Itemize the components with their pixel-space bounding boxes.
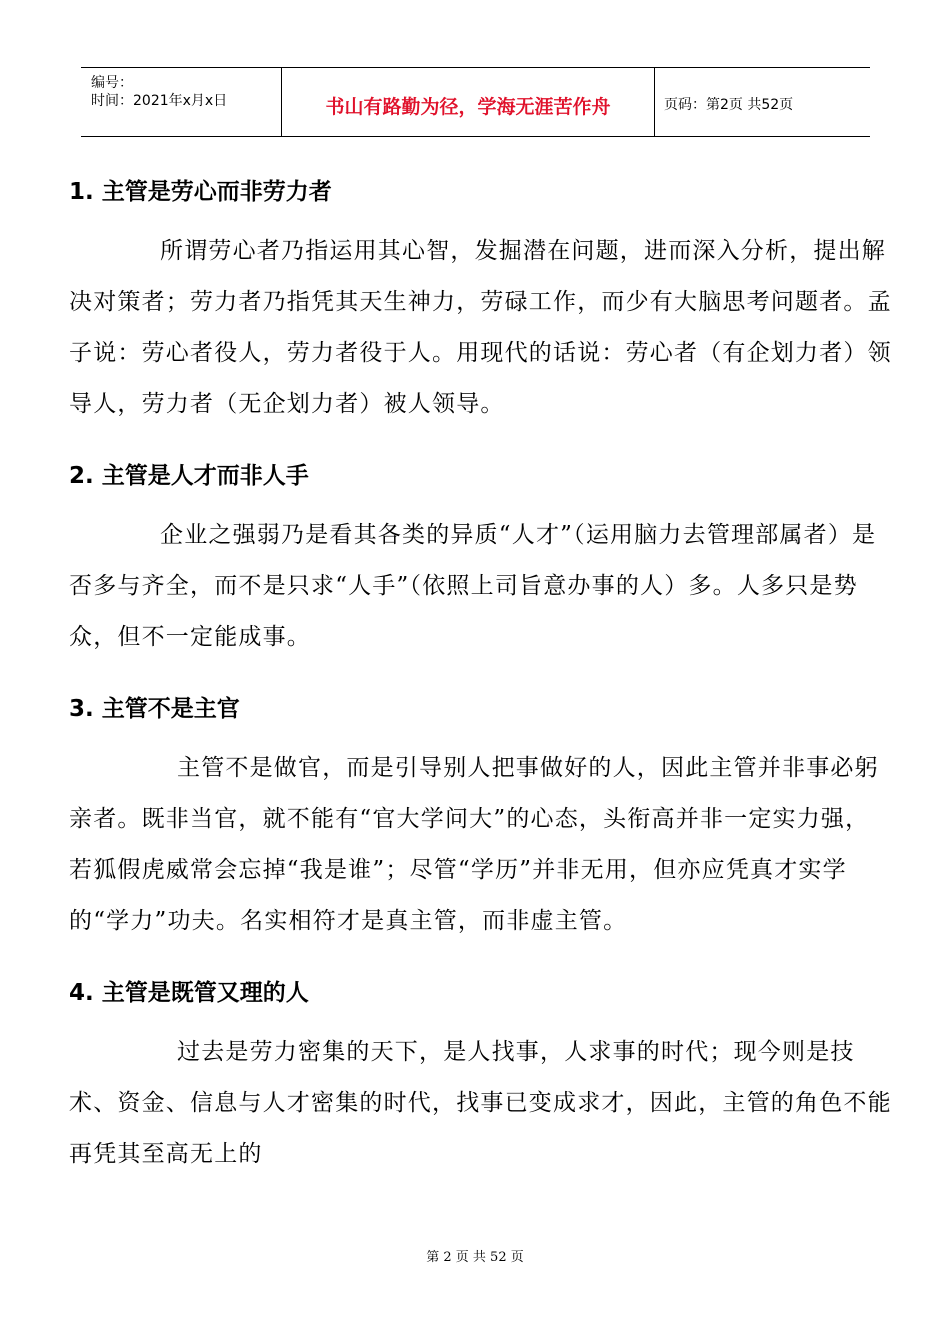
section-heading: 1. 主管是劳心而非劳力者 bbox=[69, 179, 332, 205]
document-header bbox=[81, 67, 870, 137]
section-paragraph: 所谓劳心者乃指运用其心智，发掘潜在问题，进而深入分析，提出解决对策者；劳力者乃指凭其天生神力，劳碌工作，而少有大脑思考问题者。孟子说：劳心者役人，劳力者役于人。用现代的话说：劳心者（有企划力者）领导人，劳力者（无企划力者）被人领导。 bbox=[69, 238, 892, 417]
section-heading: 2. 主管是人才而非人手 bbox=[69, 463, 309, 489]
page-number-label: 页码：第2页 共52页 bbox=[664, 97, 794, 113]
section-2 bbox=[69, 460, 893, 663]
section-1 bbox=[69, 176, 893, 430]
document-body bbox=[69, 176, 893, 1210]
time-label: 时间：2021年x月x日 bbox=[91, 93, 228, 109]
motto-text: 书山有路勤为径，学海无涯苦作舟 bbox=[325, 96, 611, 118]
header-info-cell bbox=[81, 68, 281, 136]
section-paragraph: 企业之强弱乃是看其各类的异质“人才”（运用脑力去管理部属者）是否多与齐全，而不是只求“人手”（依照上司旨意办事的人）多。人多只是势众，但不一定能成事。 bbox=[69, 522, 877, 650]
section-heading: 3. 主管不是主官 bbox=[69, 696, 240, 722]
section-paragraph: 过去是劳力密集的天下，是人找事，人求事的时代；现今则是技术、资金、信息与人才密集的时代，找事已变成求才，因此，主管的角色不能再凭其至高无上的 bbox=[69, 1039, 892, 1167]
section-4 bbox=[69, 977, 893, 1180]
header-page-cell bbox=[654, 68, 870, 136]
header-motto-cell bbox=[281, 68, 655, 136]
section-3 bbox=[69, 693, 893, 947]
section-heading: 4. 主管是既管又理的人 bbox=[69, 980, 309, 1006]
page-footer: 第 2 页 共 52 页 bbox=[426, 1250, 524, 1265]
number-label: 编号： bbox=[91, 75, 133, 91]
section-paragraph: 主管不是做官，而是引导别人把事做好的人，因此主管并非事必躬亲者。既非当官，就不能有“官大学问大”的心态，头衔高并非一定实力强，若狐假虎威常会忘掉“我是谁”；尽管“学历”并非无用，但亦应凭真才实学的“学力”功夫。名实相符才是真主管，而非虚主管。 bbox=[69, 755, 879, 934]
